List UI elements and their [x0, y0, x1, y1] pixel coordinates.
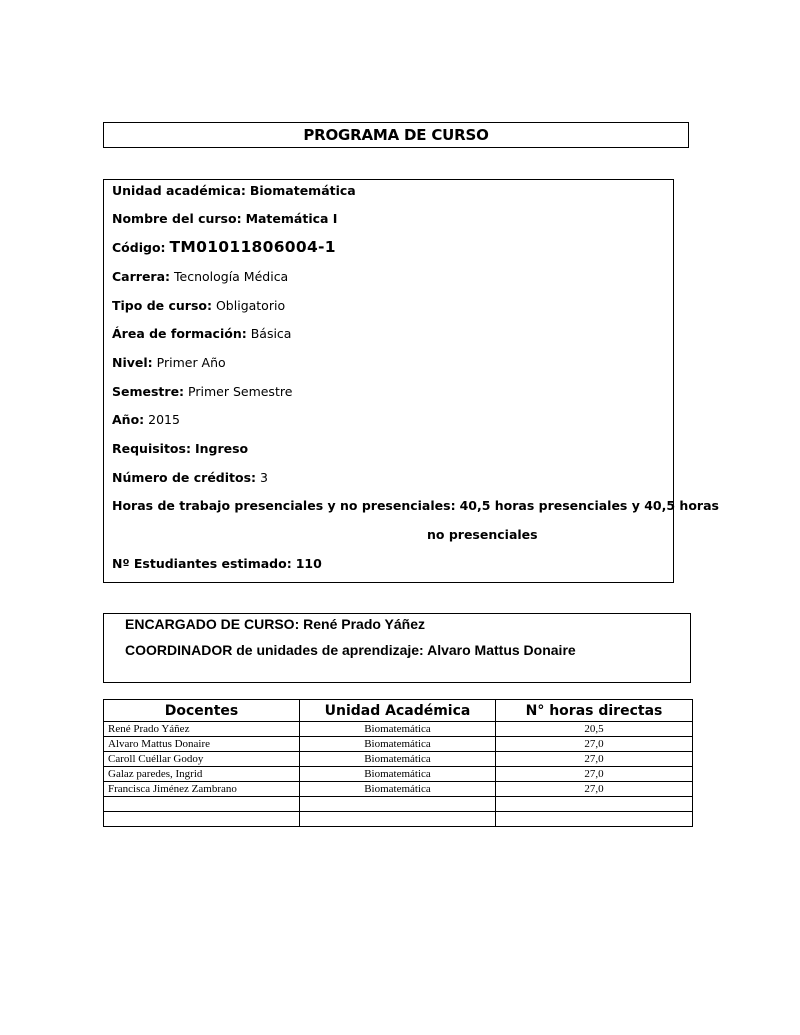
- horas-label: Horas de trabajo presenciales y no presenciales:: [112, 498, 456, 513]
- encargado-value: René Prado Yáñez: [303, 616, 426, 632]
- area-value: Básica: [250, 326, 292, 341]
- tipo-label: Tipo de curso:: [112, 298, 212, 313]
- semestre-value: Primer Semestre: [188, 384, 293, 399]
- anio-row: [112, 412, 180, 427]
- nivel-label: Nivel:: [112, 355, 153, 370]
- unidad-row: [112, 183, 356, 198]
- cell-docente: Galaz paredes, Ingrid: [104, 767, 300, 782]
- nombre-label: Nombre del curso:: [112, 211, 242, 226]
- creditos-label: Número de créditos:: [112, 470, 257, 485]
- table-row: [104, 782, 693, 797]
- nombre-value: Matemática I: [245, 211, 338, 226]
- cell-docente: [104, 797, 300, 812]
- area-row: [112, 326, 291, 341]
- coordinador-line: [125, 642, 576, 658]
- cell-unidad: Biomatemática: [300, 752, 496, 767]
- cell-docente: Alvaro Mattus Donaire: [104, 737, 300, 752]
- creditos-row: [112, 470, 268, 485]
- cell-docente: René Prado Yáñez: [104, 722, 300, 737]
- area-label: Área de formación:: [112, 326, 247, 341]
- semestre-row: [112, 384, 292, 399]
- page-title-text: PROGRAMA DE CURSO: [303, 126, 489, 144]
- header-unidad: Unidad Académica: [300, 700, 496, 722]
- encargado-box: [103, 613, 691, 683]
- coordinador-label: COORDINADOR de unidades de aprendizaje:: [125, 642, 424, 658]
- anio-value: 2015: [148, 412, 180, 427]
- horas-row: [112, 498, 719, 513]
- cell-horas: 27,0: [496, 767, 693, 782]
- unidad-value: Biomatemática: [249, 183, 356, 198]
- requisitos-row: [112, 441, 248, 456]
- cell-unidad: Biomatemática: [300, 722, 496, 737]
- header-docentes: Docentes: [104, 700, 300, 722]
- unidad-label: Unidad académica:: [112, 183, 246, 198]
- tipo-row: [112, 298, 285, 313]
- table-header-row: [104, 700, 693, 722]
- page-title: [103, 122, 689, 148]
- requisitos-label: Requisitos:: [112, 441, 191, 456]
- anio-label: Año:: [112, 412, 145, 427]
- cell-unidad: Biomatemática: [300, 767, 496, 782]
- cell-horas: 27,0: [496, 752, 693, 767]
- cell-unidad: [300, 812, 496, 827]
- table-row: [104, 812, 693, 827]
- carrera-value: Tecnología Médica: [174, 269, 289, 284]
- cell-docente: [104, 812, 300, 827]
- codigo-row: [112, 238, 336, 256]
- encargado-label: ENCARGADO DE CURSO:: [125, 616, 300, 632]
- table-row: [104, 797, 693, 812]
- nivel-row: [112, 355, 226, 370]
- cell-horas: 27,0: [496, 737, 693, 752]
- encargado-line: [125, 616, 425, 632]
- table-row: [104, 767, 693, 782]
- table-row: [104, 722, 693, 737]
- header-horas: N° horas directas: [496, 700, 693, 722]
- table-row: [104, 737, 693, 752]
- cell-unidad: Biomatemática: [300, 737, 496, 752]
- cell-docente: Caroll Cuéllar Godoy: [104, 752, 300, 767]
- requisitos-value: Ingreso: [194, 441, 249, 456]
- cell-unidad: [300, 797, 496, 812]
- nivel-value: Primer Año: [156, 355, 226, 370]
- table-row: [104, 752, 693, 767]
- nombre-row: [112, 211, 337, 226]
- coordinador-value: Alvaro Mattus Donaire: [427, 642, 576, 658]
- cell-horas: [496, 797, 693, 812]
- creditos-value: 3: [260, 470, 268, 485]
- cell-docente: Francisca Jiménez Zambrano: [104, 782, 300, 797]
- carrera-label: Carrera:: [112, 269, 171, 284]
- estudiantes-label: Nº Estudiantes estimado:: [112, 556, 292, 571]
- horas-value-cont: no presenciales: [427, 527, 538, 542]
- estudiantes-row: [112, 556, 322, 571]
- estudiantes-value: 110: [295, 556, 322, 571]
- codigo-label: Código:: [112, 240, 166, 255]
- carrera-row: [112, 269, 288, 284]
- cell-horas: 20,5: [496, 722, 693, 737]
- horas-value: 40,5 horas presenciales y 40,5 horas: [459, 498, 719, 513]
- cell-horas: [496, 812, 693, 827]
- docentes-table: [103, 699, 693, 827]
- tipo-value: Obligatorio: [215, 298, 286, 313]
- cell-unidad: Biomatemática: [300, 782, 496, 797]
- course-info-box: [103, 179, 719, 583]
- codigo-value: TM01011806004-1: [169, 238, 336, 256]
- cell-horas: 27,0: [496, 782, 693, 797]
- semestre-label: Semestre:: [112, 384, 185, 399]
